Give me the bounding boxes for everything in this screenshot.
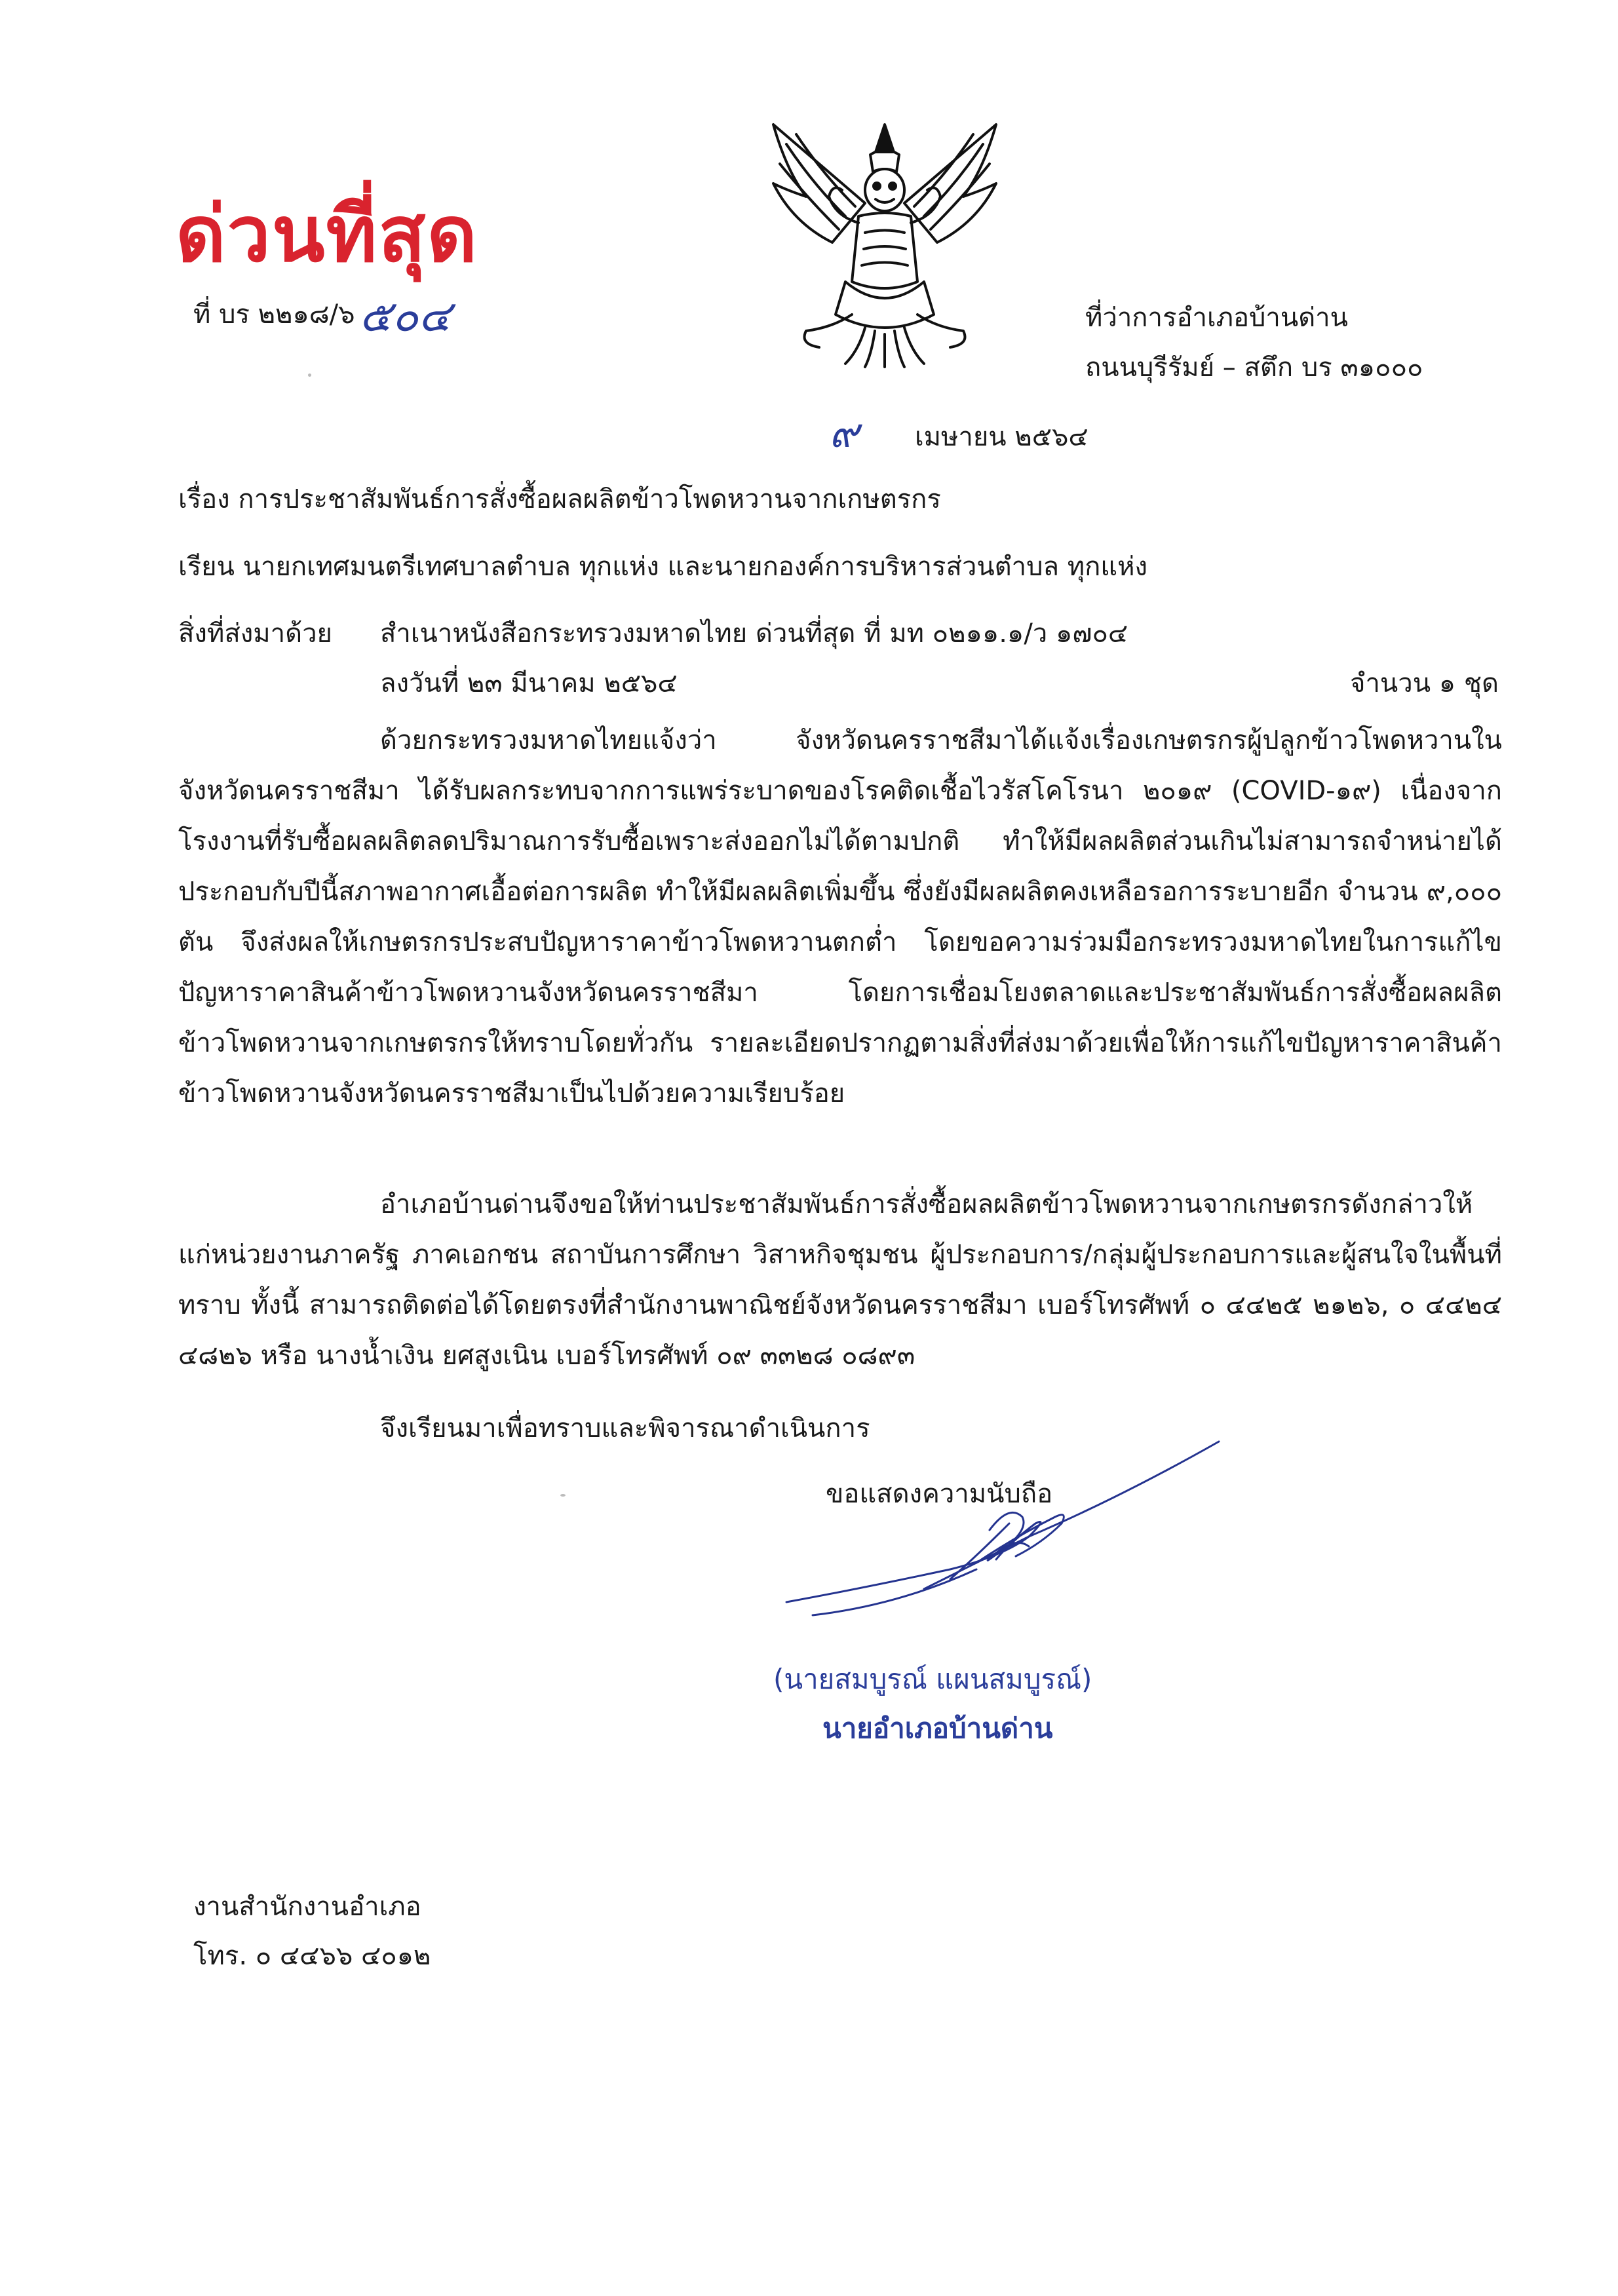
date-day-handwritten: ๙: [829, 409, 859, 457]
document-date: เมษายน ๒๕๖๔: [915, 422, 1088, 452]
document-number-handwritten: ๕๐๔: [359, 291, 452, 341]
footer-phone: โทร. ๐ ๔๔๖๖ ๔๐๑๒: [193, 1941, 431, 1971]
handwritten-signature: [780, 1438, 1225, 1648]
scan-speck: [308, 373, 311, 377]
recipient-line: เรียน นายกเทศมนตรีเทศบาลตำบล ทุกแห่ง และนายกองค์การบริหารส่วนตำบล ทุกแห่ง: [178, 552, 1147, 582]
urgency-stamp: ด่วนที่สุด: [176, 189, 478, 279]
enclosure-label: สิ่งที่ส่งมาด้วย: [178, 619, 332, 649]
signatory-name: (นายสมบูรณ์ แผนสมบูรณ์): [773, 1663, 1092, 1695]
enclosure-quantity: จำนวน ๑ ชุด: [1350, 668, 1499, 698]
office-address-line2: ถนนบุรีรัมย์ – สตึก บร ๓๑๐๐๐: [1085, 353, 1423, 383]
closing-request: จึงเรียนมาเพื่อทราบและพิจารณาดำเนินการ: [380, 1413, 870, 1444]
office-address-line1: ที่ว่าการอำเภอบ้านด่าน: [1085, 303, 1348, 333]
closing-regards: ขอแสดงความนับถือ: [826, 1479, 1053, 1509]
footer-department: งานสำนักงานอำเภอ: [193, 1892, 421, 1922]
body-paragraph-1: ด้วยกระทรวงมหาดไทยแจ้งว่า จังหวัดนครราชสีมาได้แจ้งเรื่องเกษตรกรผู้ปลูกข้าวโพดหวานในจังหวัดนครราชสีมา ได้รับผลกระทบจากการแพร่ระบาดของโรคติดเชื้อไวรัสโคโรนา ๒๐๑๙ (COVID-๑๙) เนื่องจากโรงงานที่รับซื้อผลผลิตลดปริมาณการรับซื้อเพราะส่งออกไม่ได้ตามปกติ ทำให้มีผลผลิตส่วนเกินไม่สามารถจำหน่ายได้ ประกอบกับปีนี้สภาพอากาศเอื้อต่อการผลิต ทำให้มีผลผลิตเพิ่มขึ้น ซึ่งยังมีผลผลิตคงเหลือรอการระบายอีก จำนวน ๙,๐๐๐ ตัน จึงส่งผลให้เกษตรกรประสบปัญหาราคาข้าวโพดหวานตกต่ำ โดยขอความร่วมมือกระทรวงมหาดไทยในการแก้ไขปัญหาราคาสินค้าข้าวโพดหวานจังหวัดนครราชสีมา โดยการเชื่อมโยงตลาดและประชาสัมพันธ์การสั่งซื้อผลผลิตข้าวโพดหวานจากเกษตรกรให้ทราบโดยทั่วกัน รายละเอียดปรากฏตามสิ่งที่ส่งมาด้วยเพื่อให้การแก้ไขปัญหาราคาสินค้าข้าวโพดหวานจังหวัดนครราชสีมาเป็นไปด้วยความเรียบร้อย: [178, 725, 1502, 1109]
document-number: ที่ บร ๒๒๑๘/๖: [193, 299, 355, 330]
subject-line: เรื่อง การประชาสัมพันธ์การสั่งซื้อผลผลิตข้าวโพดหวานจากเกษตรกร: [178, 484, 941, 514]
enclosure-line2: ลงวันที่ ๒๓ มีนาคม ๒๕๖๔: [380, 668, 678, 698]
signatory-title: นายอำเภอบ้านด่าน: [822, 1712, 1053, 1744]
scan-speck: [560, 1494, 566, 1497]
garuda-emblem-icon: [760, 118, 1009, 370]
enclosure-line1: สำเนาหนังสือกระทรวงมหาดไทย ด่วนที่สุด ที่ มท ๐๒๑๑.๑/ว ๑๗๐๔: [380, 619, 1128, 649]
body-paragraph-2: อำเภอบ้านด่านจึงขอให้ท่านประชาสัมพันธ์การสั่งซื้อผลผลิตข้าวโพดหวานจากเกษตรกรดังกล่าวให้แก่หน่วยงานภาครัฐ ภาคเอกชน สถาบันการศึกษา วิสาหกิจชุมชน ผู้ประกอบการ/กลุ่มผู้ประกอบการและผู้สนใจในพื้นที่ทราบ ทั้งนี้ สามารถติดต่อได้โดยตรงที่สำนักงานพาณิชย์จังหวัดนครราชสีมา เบอร์โทรศัพท์ ๐ ๔๔๒๕ ๒๑๒๖, ๐ ๔๔๒๔ ๔๘๒๖ หรือ นางน้ำเงิน ยศสูงเนิน เบอร์โทรศัพท์ ๐๙ ๓๓๒๘ ๐๘๙๓: [178, 1189, 1502, 1371]
